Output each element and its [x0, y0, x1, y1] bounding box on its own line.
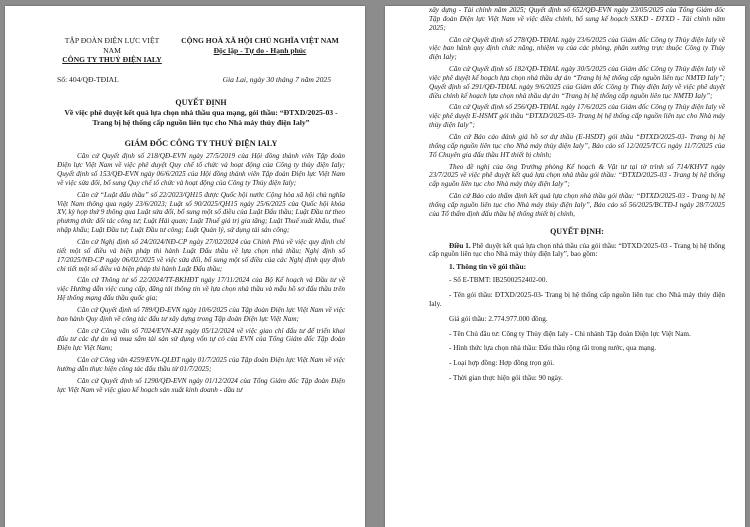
decision-section-title: QUYẾT ĐỊNH:	[550, 226, 604, 236]
decision-title: QUYẾT ĐỊNH	[175, 97, 227, 107]
place-date: Gia Lai, ngày 30 tháng 7 năm 2025	[222, 74, 331, 84]
article-1-label: Điều 1.	[449, 241, 471, 250]
legal-basis-paragraph: Căn cứ Báo cáo đánh giá hồ sơ dự thầu (E-HSDT) gói thầu “ĐTXD/2025-03- Trang bị hệ thống cấp nguồn liên tục cho Nhà máy thủy điện Ialy”, Báo cáo số 12/2025/TCG ngày 11/7/2025 của Tổ Chuyên gia đấu thầu HT thiết bị chính;	[429, 132, 725, 159]
page-2-content	[429, 6, 725, 389]
package-info-item: - Loại hợp đồng: Hợp đồng trọn gói.	[449, 359, 555, 368]
org-name: CÔNG TY THUỶ ĐIỆN IALY	[62, 55, 162, 65]
article-1	[429, 242, 725, 260]
legal-basis-continuation: xây dựng - Tài chính năm 2025; Quyết định số 652/QĐ-EVN ngày 23/05/2025 của Tổng Giám đốc Tập đoàn Điện lực Việt Nam về việc điều chỉnh, bổ sung kế hoạch SXKD - ĐTXD - Tài chính năm 2025;	[429, 6, 725, 32]
legal-basis-paragraph: Căn cứ Quyết định số 256/QĐ-TĐIAL ngày 17/6/2025 của Giám đốc Công ty Thủy điện Ialy về việc phê duyệt E-HSMT gói thầu “ĐTXD/2025-03- Trang bị hệ thống cấp nguồn liên tục cho Nhà máy thủy điện Ialy”;	[429, 103, 725, 130]
number-date-line	[57, 75, 345, 84]
document-page-1	[5, 6, 365, 527]
package-info-item: - Thời gian thực hiện gói thầu: 90 ngày.	[449, 374, 563, 383]
document-header	[57, 36, 345, 65]
package-info-item: - Số E-TBMT: IB2500252402-00.	[449, 276, 548, 285]
legal-basis-paragraph: Căn cứ Quyết định số 218/QĐ-EVN ngày 27/5/2019 của Hội đồng thành viên Tập đoàn Điện lực Việt Nam về việc phê duyệt Quy chế tổ chức và hoạt động của Công ty thủy điện Ialy; Quyết định số 153/QĐ-EVN ngày 06/6/2025 của Hội đồng thành viên Tập đoàn Điện lực Việt Nam về việc sửa đổi, bổ sung Quy chế tổ chức và hoạt động của Công ty Thủy điện Ialy;	[57, 152, 345, 187]
legal-basis-paragraph: Căn cứ Quyết định số 278/QĐ-TĐIAL ngày 23/6/2025 của Giám đốc Công ty Thủy điện Ialy về việc ban hành quy định chức năng, nhiệm vụ của các phòng, phân xưởng trực thuộc Công ty Thủy điện Ialy;	[429, 35, 725, 62]
legal-basis-paragraph: Căn cứ Quyết định số 182/QĐ-TĐIAL ngày 30/5/2025 của Giám đốc Công ty Thủy điện Ialy về việc phê duyệt kế hoạch lựa chọn nhà thầu dự án “Trang bị hệ thống cấp nguồn liên tục NMTĐ Ialy”; Quyết định số 291/QĐ-TĐIAL ngày 9/6/2025 của Giám đốc Công ty Thủy điện Ialy về việc phê duyệt điều chỉnh kế hoạch lựa chọn nhà thầu dự án “Trang bị hệ thống cấp nguồn liên tục NMTĐ Ialy”;	[429, 65, 725, 100]
legal-basis-paragraph: Căn cứ Công văn số 7024/EVN-KH ngày 05/12/2024 về việc giao chỉ đấu tư để triển khai đấu tư các dự án và mua sắm tài sản sử dụng vốn tự có của EVN của Tổng Giám đốc Tập đoàn Điện lực Việt Nam;	[57, 326, 345, 353]
org-parent: TẬP ĐOÀN ĐIỆN LỰC VIỆT NAM	[64, 36, 160, 55]
page-1-content	[57, 36, 345, 397]
package-info-item: - Hình thức lựa chọn nhà thầu: Đấu thầu rộng rãi trong nước, qua mạng.	[449, 344, 657, 353]
organization-block	[57, 36, 167, 65]
legal-basis-paragraph: Căn cứ Quyết định số 789/QĐ-EVN ngày 10/6/2025 của Tập đoàn Điện lực Việt Nam về việc ban hành Quy định về công tác đấu tư xây dựng trong Tập đoàn Điện lực Việt Nam;	[57, 305, 346, 323]
legal-basis-paragraph: Căn cứ Báo cáo thẩm định kết quả lựa chọn nhà thầu gói thầu: “ĐTXD/2025-03 - Trang bị hệ thống cấp nguồn liên tục cho Nhà máy thủy điện Ialy”, Báo cáo số 56/2025/BCTĐ-I ngày 28/7/2025 của Tổ thẩm định đấu thầu hệ thống thiết bị chính,	[429, 192, 725, 218]
legal-basis-paragraph: Căn cứ Nghị định số 24/2024/NĐ-CP ngày 27/02/2024 của Chính Phủ về việc quy định chi tiết một số điều và biện pháp thi hành Luật Đấu thầu về lựa chọn nhà thầu; Nghị định số 17/2025/NĐ-CP ngày 06/02/2025 về việc sửa đổi, bổ sung một số điều của các Nghị định quy định chi tiết một số điều và biện pháp thi hành Luật Đấu thầu;	[57, 237, 345, 273]
issuer-title: GIÁM ĐỐC CÔNG TY THUỶ ĐIỆN IALY	[124, 139, 278, 149]
decision-subject: Về việc phê duyệt kết quả lựa chọn nhà thầu qua mạng, gói thầu: “ĐTXD/2025-03 - Trang bị hệ thống cấp nguồn liên tục cho Nhà máy thủy điện Ialy”	[64, 107, 338, 127]
package-info-item: Giá gói thầu: 2.774.977.000 đồng.	[449, 314, 548, 323]
nation-title: CỘNG HOÀ XÃ HỘI CHỦ NGHĨA VIỆT NAM	[181, 36, 339, 45]
national-motto: Độc lập - Tự do - Hạnh phúc	[213, 45, 307, 55]
package-info-item: - Tên gói thầu: ĐTXD/2025-03- Trang bị hệ thống cấp nguồn liên tục cho Nhà máy thủy điện Ialy.	[429, 291, 725, 308]
document-page-2	[385, 6, 745, 527]
legal-basis-paragraph: Căn cứ Quyết định số 1290/QĐ-EVN ngày 01/12/2024 của Tổng Giám đốc Tập đoàn Điện lực Việt Nam về việc giao kế hoạch sản xuất kinh doanh - đầu tư	[57, 376, 345, 394]
document-number: Số: 404/QĐ-TĐIAL	[57, 74, 119, 84]
legal-basis-paragraph: Căn cứ Công văn 4259/EVN-QLĐT ngày 01/7/2025 của Tập đoàn Điện lực Việt Nam về việc hướng dẫn thực hiện công tác đấu thầu từ 01/7/2025;	[57, 356, 345, 373]
article-1-text: Phê duyệt kết quả lựa chọn nhà thầu của gói thầu: “ĐTXD/2025-03 - Trang bị hệ thống cấp nguồn liên tục cho Nhà máy thủy điện Ialy”, bao gồm:	[429, 241, 725, 259]
legal-basis-paragraph: Căn cứ “Luật đấu thầu” số 22/2023/QH15 được Quốc hội nước Cộng hòa xã hội chủ nghĩa Việt Nam thông qua ngày 23/6/2023; Luật số 90/2025/QH15 ngày 25/6/2025 của Quốc hội khóa XV, kỳ họp thứ 9 thông qua Luật sửa đổi, bổ sung một số điều của Luật Đấu thầu; Luật Đầu tư theo phương thức đối tác công tư; Luật Hải quan; Luật Thuế giá trị gia tăng; Luật Thuế xuất khẩu, thuế nhập khẩu; Luật Đầu tư; Luật Đầu tư công; Luật Quản lý, sử dụng tài sản công;	[57, 190, 345, 235]
national-block	[175, 36, 345, 65]
package-info-item: - Tên Chủ đầu tư: Công ty Thủy điện Ialy - Chi nhánh Tập đoàn Điện lực Việt Nam.	[449, 329, 691, 338]
legal-basis-paragraph: Căn cứ Thông tư số 22/2024/TT-BKHĐT ngày 17/11/2024 của Bộ Kế hoạch và Đầu tư về việc Hướng dẫn việc cung cấp, đăng tải thông tin về lựa chọn nhà thầu và mẫu hồ sơ đấu thầu trên Hệ thống mạng đấu thầu quốc gia;	[57, 276, 345, 303]
package-info-heading: 1. Thông tin về gói thầu:	[449, 262, 527, 272]
legal-basis-paragraph: Theo đề nghị của ông Trưởng phòng Kế hoạch & Vật tư tại tờ trình số 714/KHVT ngày 23/7/2025 về việc phê duyệt kết quả lựa chọn nhà thầu gói thầu: “ĐTXD/2025-03 - Trang bị hệ thống cấp nguồn liên tục cho Nhà máy thủy điện Ialy”;	[429, 162, 725, 189]
